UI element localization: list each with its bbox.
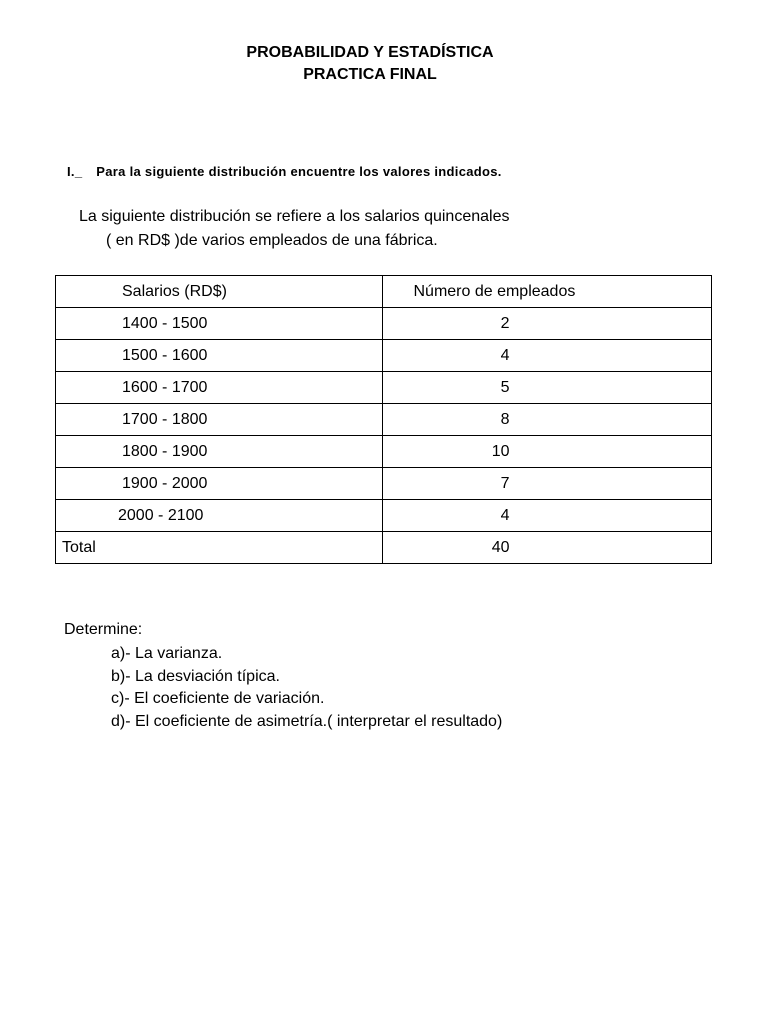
- count-cell: [383, 500, 712, 532]
- table-row: [56, 340, 712, 372]
- document-subtitle: PRACTICA FINAL: [303, 66, 437, 83]
- header-salaries-label: Salarios (RD$): [122, 282, 227, 300]
- employee-count: 4: [500, 346, 510, 364]
- count-cell: [383, 468, 712, 500]
- total-label-cell: [56, 532, 383, 564]
- total-label: Total: [62, 538, 96, 556]
- employee-count: 4: [500, 506, 510, 524]
- salary-cell: [56, 372, 383, 404]
- salary-range: 2000 - 2100: [118, 506, 204, 524]
- header-cell-salaries: [56, 276, 383, 308]
- salary-range: 1700 - 1800: [122, 410, 208, 428]
- employee-count: 10: [491, 442, 510, 460]
- count-cell: [383, 372, 712, 404]
- employee-count: 8: [500, 410, 510, 428]
- intro-line-1: La siguiente distribución se refiere a los salarios quincenales: [79, 208, 510, 225]
- table-row: [56, 372, 712, 404]
- question-item: a)- La varianza.: [111, 645, 223, 662]
- count-cell: [383, 436, 712, 468]
- total-value: 40: [491, 538, 510, 556]
- header-cell-employees: [383, 276, 712, 308]
- total-value-cell: [383, 532, 712, 564]
- question-item: b)- La desviación típica.: [111, 667, 280, 685]
- salary-cell: [56, 436, 383, 468]
- salary-cell: [56, 308, 383, 340]
- employee-count: 7: [500, 474, 510, 492]
- table-total-row: [56, 532, 712, 564]
- question-item: c)- El coeficiente de variación.: [111, 690, 325, 707]
- salary-cell: [56, 340, 383, 372]
- table-row: [56, 500, 712, 532]
- intro-line-2: ( en RD$ )de varios empleados de una fábrica.: [106, 232, 438, 249]
- document-title: PROBABILIDAD Y ESTADÍSTICA: [246, 44, 494, 61]
- table-row: [56, 404, 712, 436]
- header-employees-label: Número de empleados: [413, 282, 576, 300]
- instruction-number: I._: [67, 164, 83, 179]
- salary-range: 1500 - 1600: [122, 346, 208, 364]
- count-cell: [383, 404, 712, 436]
- instruction-text: Para la siguiente distribución encuentre los valores indicados.: [96, 164, 502, 179]
- table-header-row: [56, 276, 712, 308]
- salary-cell: [56, 404, 383, 436]
- count-cell: [383, 308, 712, 340]
- salary-range: 1600 - 1700: [122, 378, 208, 396]
- employee-count: 2: [500, 314, 510, 332]
- table-row: [56, 308, 712, 340]
- salary-distribution-table: [55, 275, 712, 564]
- salary-range: 1400 - 1500: [122, 314, 208, 332]
- salary-range: 1900 - 2000: [122, 474, 208, 492]
- count-cell: [383, 340, 712, 372]
- table-row: [56, 468, 712, 500]
- question-item: d)- El coeficiente de asimetría.( interpretar el resultado): [111, 712, 503, 730]
- question-list: [111, 643, 502, 733]
- table-row: [56, 436, 712, 468]
- instruction-line: [67, 164, 502, 179]
- salary-range: 1800 - 1900: [122, 442, 208, 460]
- employee-count: 5: [500, 378, 510, 396]
- determine-label: Determine:: [64, 621, 143, 638]
- salary-cell: [56, 468, 383, 500]
- salary-cell: [56, 500, 383, 532]
